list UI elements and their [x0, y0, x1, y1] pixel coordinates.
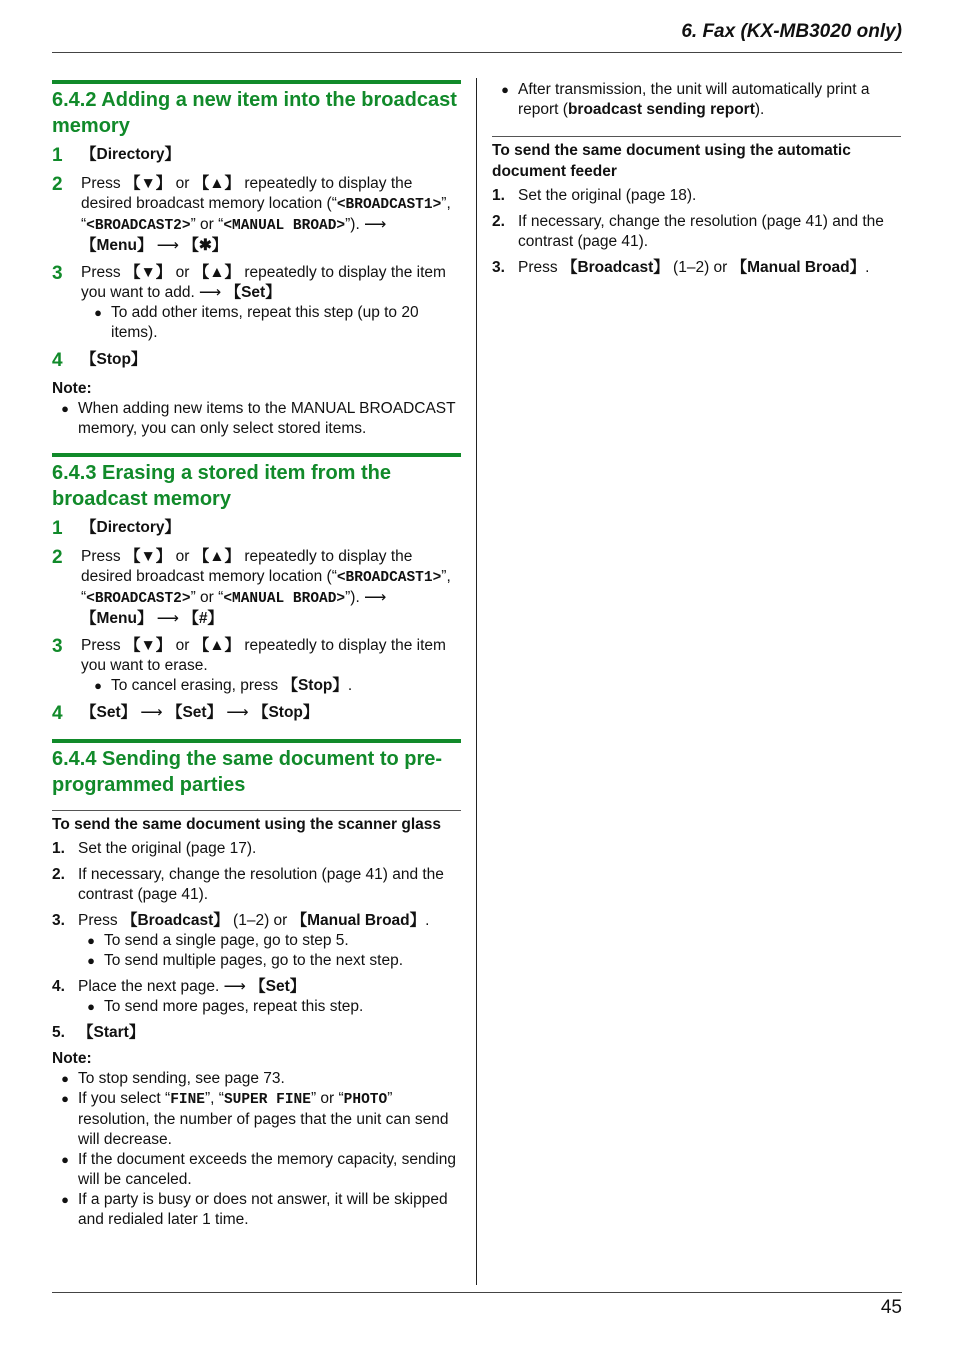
down-key: 【▼】 — [124, 175, 172, 192]
display-text: <BROADCAST2> — [86, 218, 191, 234]
up-key: 【▲】 — [193, 264, 241, 281]
page-number: 45 — [880, 1297, 902, 1318]
bullet-icon: ● — [87, 953, 95, 968]
note-item: ● To stop sending, see page 73. — [52, 1069, 461, 1089]
stop-key: 【Stop】 — [81, 351, 147, 368]
step-number: 4 — [52, 703, 63, 724]
step-4 — [52, 977, 461, 1017]
step-3 — [52, 911, 461, 971]
bullet-item: ● To add other items, repeat this step (up to 20 items). — [85, 303, 461, 343]
subsection-title: To send the same document using the automatic document feeder — [492, 136, 901, 182]
display-text: <BROADCAST1> — [336, 570, 442, 586]
step-2 — [52, 547, 461, 629]
display-text: <MANUAL BROAD> — [223, 218, 346, 234]
display-text: FINE — [170, 1092, 205, 1108]
step-3 — [52, 636, 461, 696]
note-item: ● When adding new items to the MANUAL BROADCAST memory, you can only select stored items. — [52, 399, 461, 439]
bullet-icon: ● — [94, 678, 102, 693]
set-key: 【Set】 — [225, 284, 281, 301]
step-number: 2. — [52, 866, 65, 883]
step-number: 2 — [52, 547, 63, 568]
step-number: 5. — [52, 1024, 65, 1041]
step-1 — [52, 145, 461, 167]
stop-key: 【Stop】 — [282, 677, 348, 694]
manual-broad-key: 【Manual Broad】 — [731, 259, 866, 276]
report-name: broadcast sending report — [567, 101, 755, 118]
manual-broad-key: 【Manual Broad】 — [291, 912, 426, 929]
menu-key: 【Menu】 — [81, 610, 153, 627]
step-text: Press 【▼】 or 【▲】 repeatedly to display the item you want to add. ⟶ 【Set】 ● To add other items, repeat this step (up to 20 items). — [81, 263, 461, 343]
bullet-icon: ● — [87, 933, 95, 948]
directory-key: 【Directory】 — [81, 519, 181, 536]
display-text: PHOTO — [343, 1092, 388, 1108]
directory-key: 【Directory】 — [81, 146, 181, 163]
step-number: 3. — [492, 259, 505, 276]
set-key: 【Set】 — [81, 704, 137, 721]
broadcast-key: 【Broadcast】 — [561, 259, 669, 276]
bullet-icon: ● — [61, 1152, 69, 1167]
set-key: 【Set】 — [166, 704, 223, 721]
step-text: Press 【▼】 or 【▲】 repeatedly to display the desired broadcast memory location (“<BROADCAST1>”, “<BROADCAST2>” or “<MANUAL BROAD>”). ⟶ 【Menu】 ⟶ 【✱】 — [81, 175, 451, 254]
subsection-title: To send the same document using the scanner glass — [52, 810, 461, 835]
note-label: Note: — [52, 1050, 92, 1067]
step-1 — [492, 186, 901, 206]
step-number: 1. — [492, 187, 505, 204]
bullet-icon: ● — [61, 1192, 69, 1207]
step-1 — [52, 518, 461, 540]
right-column — [492, 80, 901, 284]
display-text: <BROADCAST1> — [336, 197, 442, 213]
step-4 — [52, 350, 461, 372]
step-text: Place the next page. ⟶ 【Set】 ● To send more pages, repeat this step. — [78, 977, 461, 1017]
step-number: 1 — [52, 518, 63, 539]
start-key: 【Start】 — [78, 1024, 145, 1041]
menu-key: 【Menu】 — [81, 237, 153, 254]
step-2 — [52, 865, 461, 905]
step-text: Press 【▼】 or 【▲】 repeatedly to display the desired broadcast memory location (“<BROADCAST1>”, “<BROADCAST2>” or “<MANUAL BROAD>”). ⟶ 【Menu】 ⟶ 【#】 — [81, 548, 451, 627]
set-key: 【Set】 — [250, 978, 306, 995]
bullet-item: ● To send more pages, repeat this step. — [78, 997, 461, 1017]
chapter-header: 6. Fax (KX-MB3020 only) — [681, 21, 902, 42]
step-number: 2. — [492, 213, 505, 230]
step-text: If necessary, change the resolution (page 41) and the contrast (page 41). — [518, 213, 884, 250]
step-number: 3. — [52, 912, 65, 929]
section-title-6-4-2: 6.4.2 Adding a new item into the broadcast memory — [52, 80, 461, 139]
step-text: Set the original (page 18). — [518, 187, 697, 204]
bullet-item: ● To send a single page, go to step 5. — [78, 931, 461, 951]
bullet-icon: ● — [87, 999, 95, 1014]
bullet-item: ● To cancel erasing, press 【Stop】. — [85, 676, 461, 696]
note-item: ● If you select “FINE”, “SUPER FINE” or “PHOTO” resolution, the number of pages that the unit can send will decrease. — [52, 1089, 461, 1150]
hash-key: 【#】 — [183, 610, 223, 627]
display-text: <BROADCAST2> — [86, 591, 191, 607]
up-key: 【▲】 — [193, 548, 241, 565]
step-3 — [52, 263, 461, 343]
note-label: Note: — [52, 380, 92, 397]
down-key: 【▼】 — [124, 264, 172, 281]
bullet-item: ● To send multiple pages, go to the next step. — [78, 951, 461, 971]
section-title-6-4-4: 6.4.4 Sending the same document to pre-programmed parties — [52, 739, 461, 798]
step-text: If necessary, change the resolution (page 41) and the contrast (page 41). — [78, 866, 444, 903]
bullet-item: ● After transmission, the unit will automatically print a report (broadcast sending report). — [492, 80, 901, 120]
bullet-icon: ● — [61, 1071, 69, 1086]
left-column — [52, 80, 461, 1230]
display-text: <MANUAL BROAD> — [223, 591, 346, 607]
footer-rule — [52, 1292, 902, 1293]
step-number: 4 — [52, 350, 63, 371]
step-text: Press 【▼】 or 【▲】 repeatedly to display the item you want to erase. ● To cancel erasing, press 【Stop】. — [81, 636, 461, 696]
step-text: Set the original (page 17). — [78, 840, 257, 857]
step-2 — [52, 174, 461, 256]
bullet-icon: ● — [501, 82, 509, 97]
note-item: ● If a party is busy or does not answer, it will be skipped and redialed later 1 time. — [52, 1190, 461, 1230]
up-key: 【▲】 — [193, 175, 241, 192]
column-divider — [476, 78, 477, 1285]
step-5 — [52, 1023, 461, 1043]
step-number: 3 — [52, 263, 63, 284]
step-4: 4 【Set】 ⟶ 【Set】 ⟶ 【Stop】 — [52, 703, 319, 724]
down-key: 【▼】 — [124, 637, 172, 654]
step-text: Press 【Broadcast】 (1–2) or 【Manual Broad】. ● To send a single page, go to step 5. ● To send multiple pages, go to the next step. — [78, 911, 461, 971]
stop-key: 【Stop】 — [252, 704, 319, 721]
header-rule — [52, 52, 902, 53]
star-key: 【✱】 — [183, 237, 228, 254]
bullet-icon: ● — [94, 305, 102, 320]
broadcast-key: 【Broadcast】 — [121, 912, 229, 929]
step-number: 1 — [52, 145, 63, 166]
step-number: 1. — [52, 840, 65, 857]
display-text: SUPER FINE — [223, 1092, 311, 1108]
step-number: 2 — [52, 174, 63, 195]
section-title-6-4-3: 6.4.3 Erasing a stored item from the broadcast memory — [52, 453, 461, 512]
step-text: Press 【Broadcast】 (1–2) or 【Manual Broad】. — [518, 259, 870, 276]
step-1 — [52, 839, 461, 859]
up-key: 【▲】 — [193, 637, 241, 654]
step-3 — [492, 258, 901, 278]
step-number: 4. — [52, 978, 65, 995]
note-item: ● If the document exceeds the memory capacity, sending will be canceled. — [52, 1150, 461, 1190]
down-key: 【▼】 — [124, 548, 172, 565]
step-2 — [492, 212, 901, 252]
bullet-icon: ● — [61, 1091, 69, 1106]
bullet-icon: ● — [61, 401, 69, 416]
step-number: 3 — [52, 636, 63, 657]
